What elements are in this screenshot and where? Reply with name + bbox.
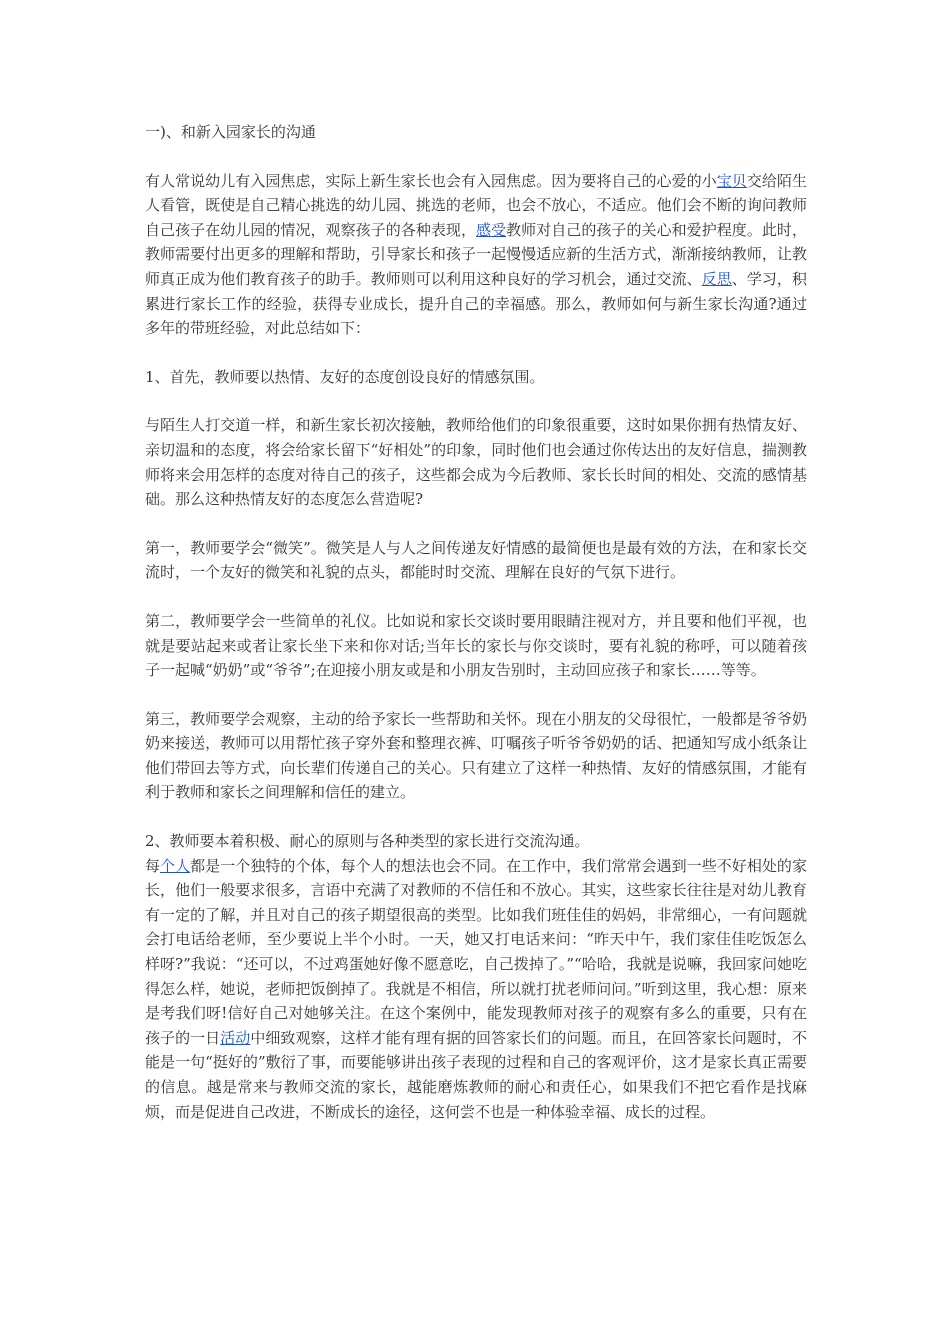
document-page — [145, 120, 807, 1148]
section-title: 一)、和新入园家长的沟通 — [145, 123, 316, 141]
sub-point-3: 第三，教师要学会观察，主动的给予家长一些帮助和关怀。现在小朋友的父母很忙，一般都是爷爷奶奶来接送，教师可以用帮忙孩子穿外套和整理衣裤、叮嘱孩子听爷爷奶奶的话、把通知写成小纸条让他们带回去等方式，向长辈们传递自己的关心。只有建立了这样一种热情、友好的情感氛围，才能有利于教师和家长之间理解和信任的建立。 — [145, 709, 807, 802]
point2-text-1: 每 — [145, 856, 161, 875]
link-geren[interactable]: 个人 — [160, 856, 191, 875]
point2-body — [145, 854, 807, 1125]
intro-text-2: 交给陌生人看管，既使是自己精心挑选的幼儿园、挑选的老师，也会不放心，不适应。他们会不断的询问教师自己孩子在幼儿园的情况，观察孩子的各种表现， — [145, 171, 807, 239]
point1-heading: 1、首先，教师要以热情、友好的态度创设良好的情感氛围。 — [145, 367, 545, 386]
intro-paragraph — [145, 169, 807, 341]
sub-point-1: 第一，教师要学会“微笑”。微笑是人与人之间传递友好情感的最简便也是最有效的方法，在和家长交流时，一个友好的微笑和礼貌的点头，都能时时交流、理解在良好的气氛下进行。 — [145, 538, 807, 582]
point2-text-2: 都是一个独特的个体，每个人的想法也会不同。在工作中，我们常常会遇到一些不好相处的家长，他们一般要求很多，言语中充满了对教师的不信任和不放心。其实，这些家长往往是对幼儿教育有一定的了解，并且对自己的孩子期望很高的类型。比如我们班佳佳的妈妈，非常细心，一有问题就会打电话给老师，至少要说上半个小时。一天，她又打电话来问：“昨天中午，我们家佳佳吃饭怎么样呀?”我说：“还可以，不过鸡蛋她好像不愿意吃，自己拨掉了。”“哈哈，我就是说嘛，我回家问她吃得怎么样，她说，老师把饭倒掉了。我就是不相信，所以就打扰老师问问。”听到这里，我心想：原来是考我们呀!信好自己对她够关注。在这个案例中，能发现教师对孩子的观察有多么的重要，只有在孩子的一日 — [145, 856, 807, 1047]
intro-text-4: 、学习，积累进行家长工作的经验，获得专业成长，提升自己的幸福感。那么，教师如何与新生家长沟通?通过多年的带班经验，对此总结如下： — [145, 269, 807, 338]
sub-point-2: 第二，教师要学会一些简单的礼仪。比如说和家长交谈时要用眼睛注视对方，并且要和他们平视，也就是要站起来或者让家长坐下来和你对话;当年长的家长与你交谈时，要有礼貌的称呼，可以随着孩子一起喊“奶奶”或“爷爷”;在迎接小朋友或是和小朋友告别时，主动回应孩子和家长……等等。 — [145, 611, 807, 680]
point1-body: 与陌生人打交道一样，和新生家长初次接触，教师给他们的印象很重要，这时如果你拥有热情友好、亲切温和的态度，将会给家长留下“好相处”的印象，同时他们也会通过你传达出的友好信息，揣测教师将来会用怎样的态度对待自己的孩子，这些都会成为今后教师、家长长时间的相处、交流的感情基础。那么这种热情友好的态度怎么营造呢? — [145, 416, 807, 509]
intro-text-1: 有人常说幼儿有入园焦虑，实际上新生家长也会有入园焦虑。因为要将自己的心爱的小 — [145, 171, 717, 190]
point2-text-3: 中细致观察，这样才能有理有据的回答家长们的问题。而且，在回答家长问题时，不能是一句“挺好的”敷衍了事，而要能够讲出孩子表现的过程和自己的客观评价，这才是家长真正需要的信息。越是常来与教师交流的家长，越能磨炼教师的耐心和责任心，如果我们不把它看作是找麻烦，而是促进自己改进，不断成长的途径，这何尝不也是一种体验幸福、成长的过程。 — [145, 1028, 807, 1121]
link-ganshou[interactable]: 感受 — [476, 220, 507, 239]
point2-heading: 2、教师要本着积极、耐心的原则与各种类型的家长进行交流沟通。 — [145, 832, 590, 851]
link-huodong[interactable]: 活动 — [220, 1028, 251, 1047]
link-fansi[interactable]: 反思 — [701, 269, 732, 288]
intro-text-3: 教师对自己的孩子的关心和爱护程度。此时，教师需要付出更多的理解和帮助，引导家长和孩子一起慢慢适应新的生活方式，渐渐接纳教师，让教师真正成为他们教育孩子的助手。教师则可以利用这种良好的学习机会，通过交流、 — [145, 220, 807, 288]
link-baobei[interactable]: 宝贝 — [716, 171, 747, 190]
